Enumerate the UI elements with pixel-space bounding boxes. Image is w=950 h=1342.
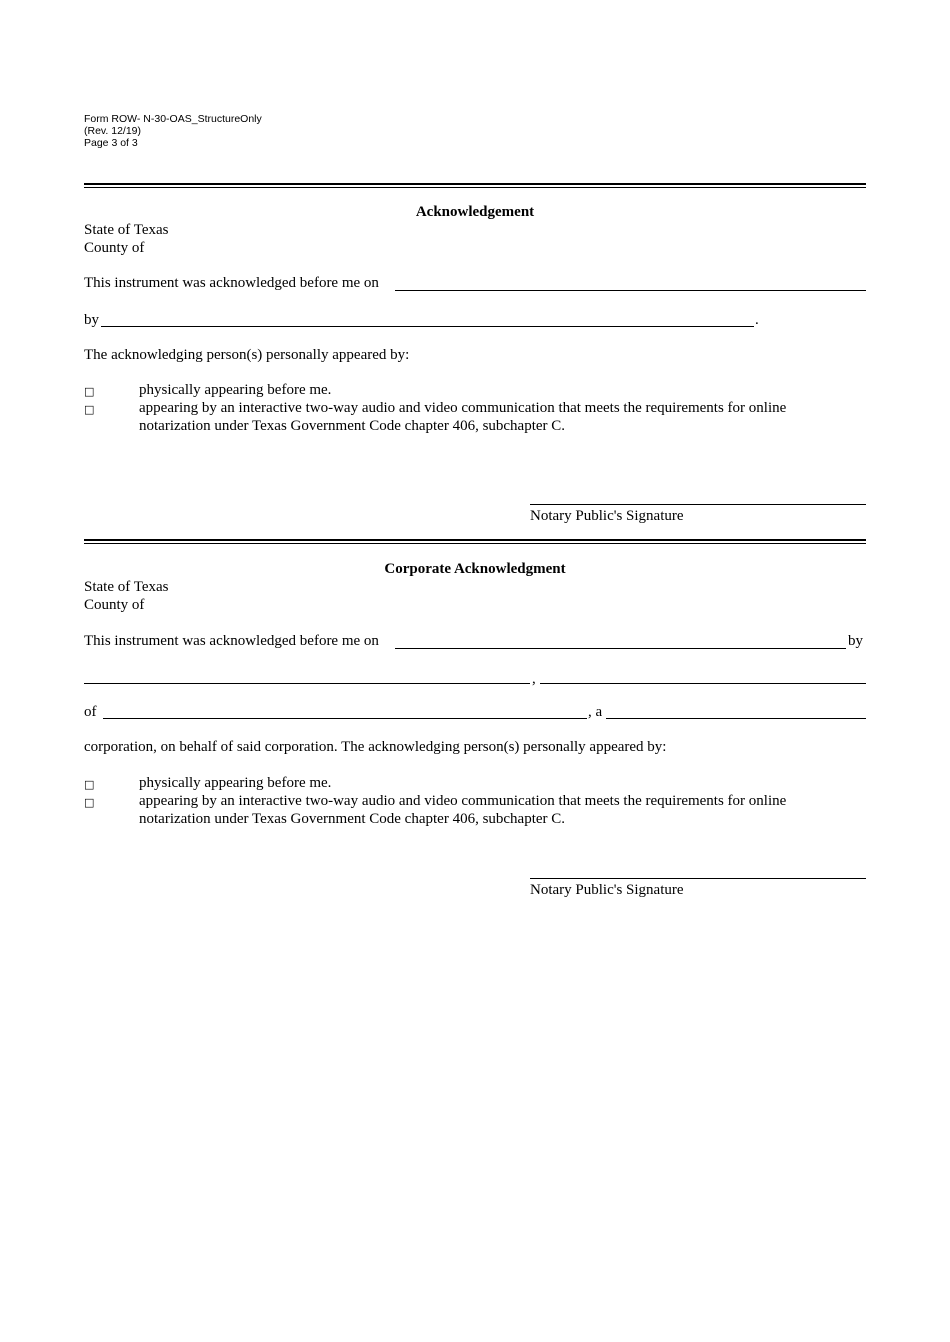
ack-checkbox-physical[interactable]: □ (84, 385, 95, 398)
corp-option-physical: physically appearing before me. (139, 775, 332, 791)
ack-option-remote-line2: notarization under Texas Government Code chapter 406, subchapter C. (139, 418, 566, 434)
corp-instrument-text: This instrument was acknowledged before me on (84, 633, 379, 649)
ack-by-label: by (84, 312, 99, 328)
ack-appeared-text: The acknowledging person(s) personally appeared by: (84, 347, 410, 363)
form-id: Form ROW- N-30-OAS_StructureOnly (84, 113, 262, 125)
section-divider (84, 183, 866, 188)
corp-county: County of (84, 597, 145, 613)
ack-title: Acknowledgement (415, 204, 535, 220)
corp-company-field[interactable] (103, 718, 587, 719)
ack-name-field[interactable] (101, 326, 754, 327)
corp-option-remote-line1: appearing by an interactive two-way audio and video communication that meets the requirements for online (139, 793, 787, 809)
corp-state-field[interactable] (606, 718, 866, 719)
ack-by-period: . (755, 312, 759, 328)
ack-county: County of (84, 240, 145, 256)
page-number: Page 3 of 3 (84, 137, 138, 149)
ack-date-field[interactable] (395, 290, 866, 291)
corp-option-remote-line2: notarization under Texas Government Code chapter 406, subchapter C. (139, 811, 566, 827)
corp-checkbox-remote[interactable]: □ (84, 796, 95, 809)
ack-state: State of Texas (84, 222, 169, 238)
corp-checkbox-physical[interactable]: □ (84, 778, 95, 791)
corp-comma: , (532, 671, 536, 687)
corp-behalf-text: corporation, on behalf of said corporation. The acknowledging person(s) personally appeared by: (84, 739, 667, 755)
corp-signature-line[interactable] (530, 878, 866, 879)
corp-signature-label: Notary Public's Signature (530, 882, 684, 898)
ack-option-remote-line1: appearing by an interactive two-way audio and video communication that meets the requirements for online (139, 400, 787, 416)
ack-signature-line[interactable] (530, 504, 866, 505)
ack-checkbox-remote[interactable]: □ (84, 403, 95, 416)
corp-title-field[interactable] (540, 683, 866, 684)
corp-of-label: of (84, 704, 97, 720)
corp-name-field[interactable] (84, 683, 530, 684)
corp-date-field[interactable] (395, 648, 846, 649)
form-revision: (Rev. 12/19) (84, 125, 141, 137)
corp-a-label: , a (588, 704, 603, 720)
section-divider (84, 539, 866, 544)
corp-state: State of Texas (84, 579, 169, 595)
ack-option-physical: physically appearing before me. (139, 382, 332, 398)
corp-by-label: by (848, 633, 863, 649)
ack-signature-label: Notary Public's Signature (530, 508, 684, 524)
corp-title: Corporate Acknowledgment (384, 561, 566, 577)
ack-instrument-text: This instrument was acknowledged before me on (84, 275, 379, 291)
